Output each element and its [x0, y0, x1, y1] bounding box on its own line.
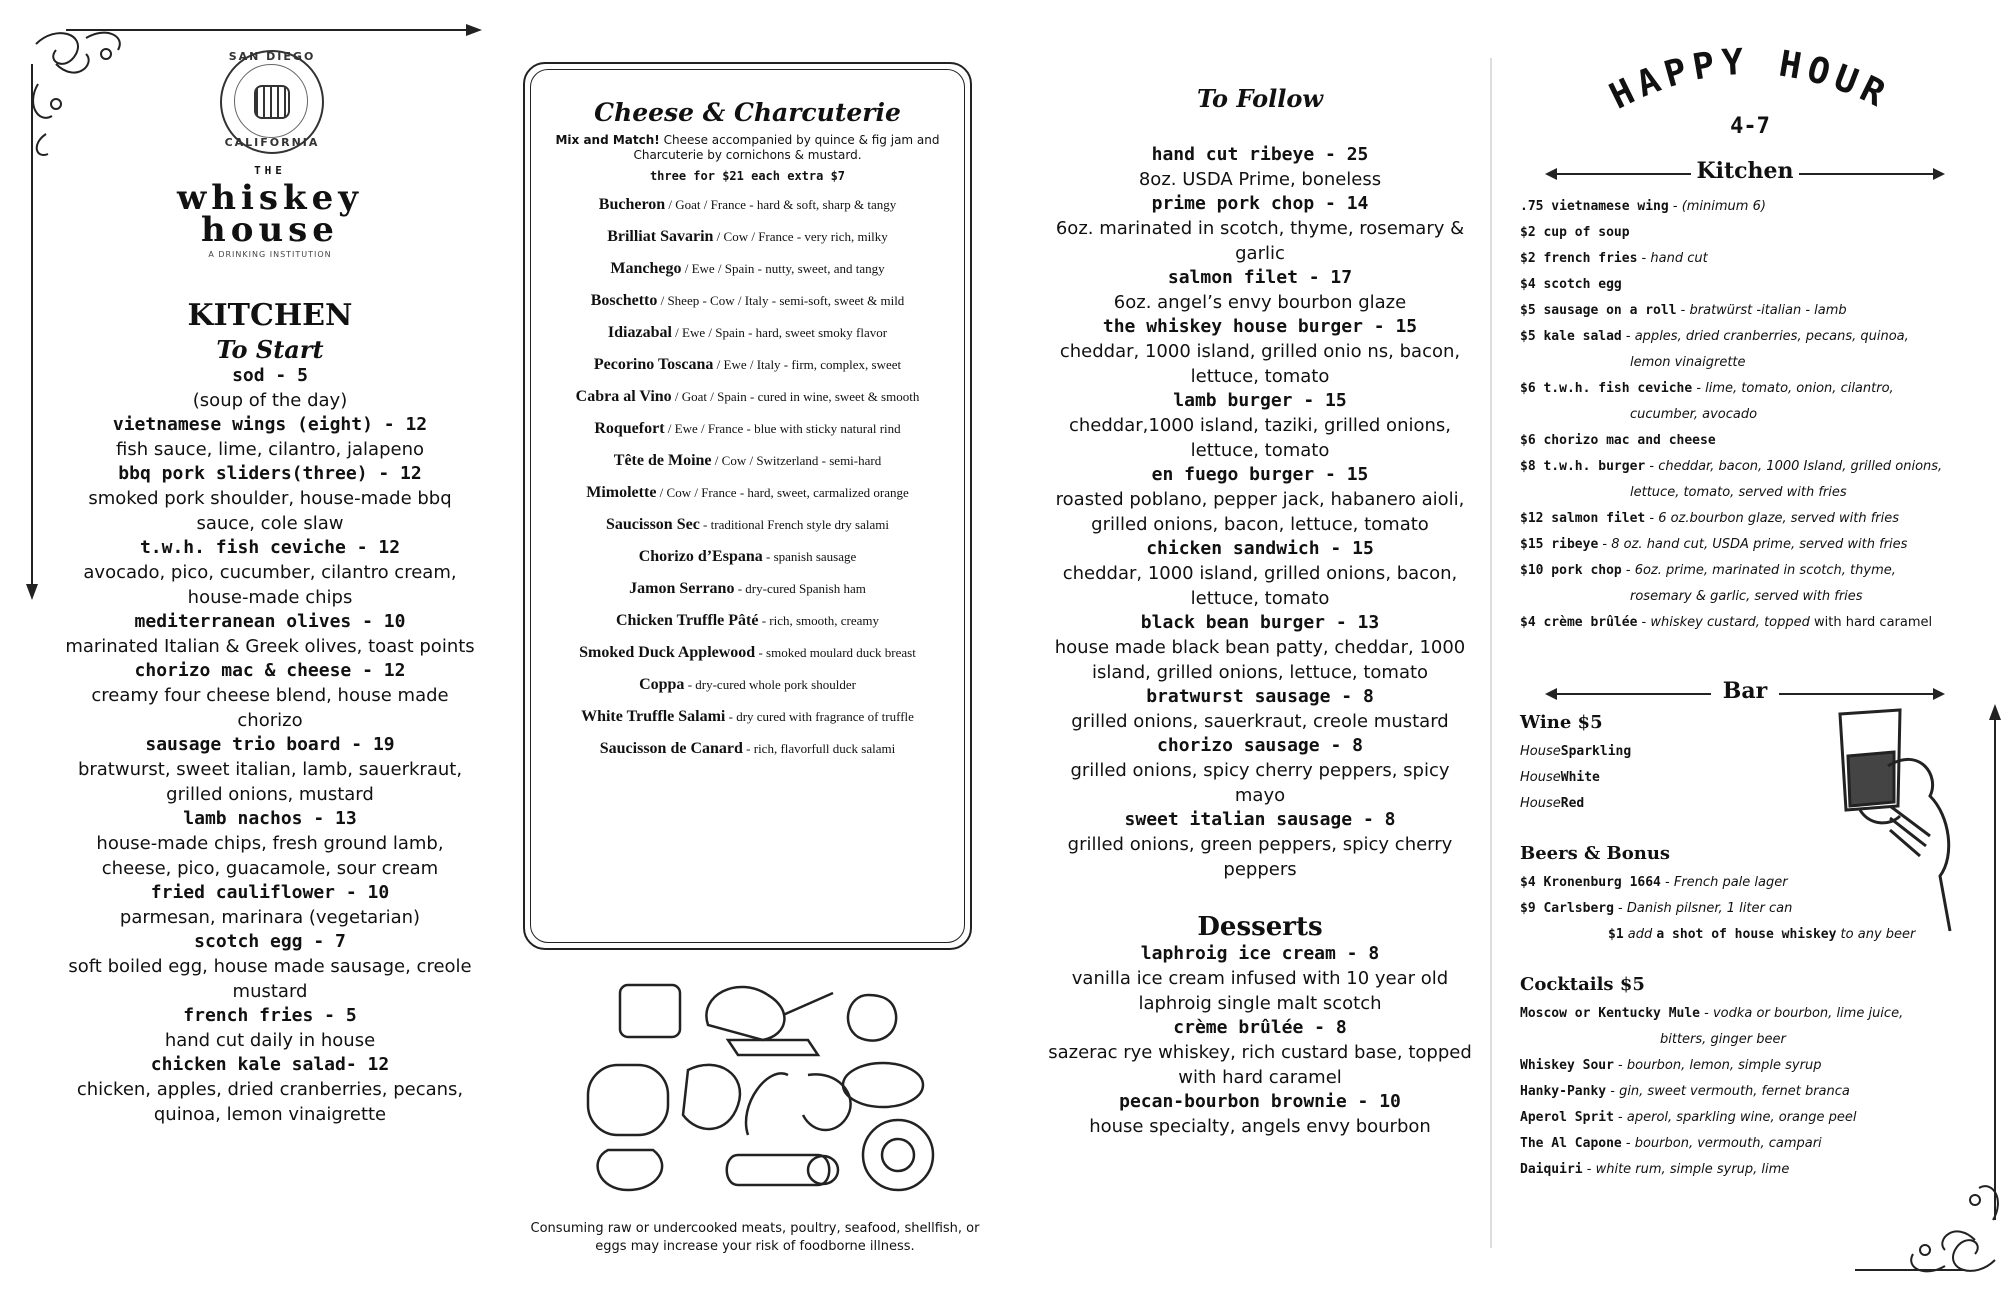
hh-item-cont-text: cucumber, avocado [1630, 407, 1758, 422]
dessert-item-name: laphroig ice cream - 8 [1140, 943, 1380, 964]
kitchen-list [60, 364, 480, 1127]
hh-item-name: $15 ribeye [1520, 537, 1599, 552]
wine-name: Red [1560, 796, 1585, 811]
cocktail-name: Moscow or Kentucky Mule [1520, 1006, 1701, 1021]
cheese-item-info: - rich, smooth, creamy [758, 613, 880, 628]
cocktail-desc: aperol, sparkling wine, orange peel [1626, 1110, 1857, 1125]
desserts-list [1045, 942, 1475, 1139]
cocktail-cont-text: bitters, ginger beer [1660, 1032, 1786, 1047]
cheese-item-info: / Goat / France - hard & soft, sharp & tangy [665, 197, 897, 212]
barrel-icon [254, 85, 290, 119]
wine-house: House [1520, 770, 1561, 785]
kitchen-item-name: mediterranean olives - 10 [134, 611, 406, 632]
cocktail-item [1520, 1157, 1990, 1183]
cheese-item-info: - spanish sausage [762, 549, 857, 564]
hh-item-name: $12 salmon filet [1520, 511, 1646, 526]
cheese-item-info: / Ewe / Italy - firm, complex, sweet [713, 357, 902, 372]
follow-item-name: black bean burger - 13 [1140, 612, 1380, 633]
kitchen-item-desc: house-made chips, fresh ground lamb, cheese, pico, guacamole, sour cream [96, 833, 444, 879]
follow-item-desc: 6oz. marinated in scotch, thyme, rosemary & garlic [1055, 218, 1465, 264]
kitchen-item-desc: marinated Italian & Greek olives, toast points [65, 636, 475, 657]
cocktail-item [1520, 1105, 1990, 1131]
cheese-item-info: / Sheep - Cow / Italy - semi-soft, sweet & mild [657, 293, 905, 308]
cocktail-desc: gin, sweet vermouth, fernet branca [1619, 1084, 1850, 1099]
cheese-item-name: Bucheron [598, 196, 666, 213]
follow-item-name: sweet italian sausage - 8 [1124, 809, 1396, 830]
cheese-item-name: Saucisson de Canard [599, 740, 743, 757]
cheese-item-name: Manchego [610, 260, 682, 277]
cocktail-sep: - [1621, 1136, 1635, 1151]
hh-kitchen-item [1520, 610, 1990, 636]
cocktail-list [1520, 1001, 1990, 1183]
follow-item-desc: cheddar,1000 island, taziki, grilled onions, lettuce, tomato [1069, 415, 1451, 461]
seal-bottom-text: CALIFORNIA [224, 136, 320, 149]
wine-heading: Wine $5 [1520, 712, 1603, 733]
cocktail-item [1520, 1079, 1990, 1105]
cocktail-cont [1520, 1027, 1990, 1053]
hh-item-desc: 6 oz.bourbon glaze, served with fries [1658, 511, 1900, 526]
happy-hour-title-text: HAPPY HOUR [1603, 44, 1897, 118]
hh-item-name: $6 chorizo mac and cheese [1520, 433, 1716, 448]
hh-bar-header [1545, 678, 1945, 708]
whiskey-house-logo [60, 40, 480, 280]
wine-item [1520, 739, 1990, 765]
hh-item-name: $2 french fries [1520, 251, 1638, 266]
kitchen-item-name: sod - 5 [232, 365, 308, 386]
hh-item-sep: - [1637, 251, 1651, 266]
follow-item-desc: cheddar, 1000 island, grilled onio ns, bacon, lettuce, tomato [1059, 341, 1461, 387]
cheese-item-info: / Ewe / France - blue with sticky natural rind [664, 421, 901, 436]
cheese-item [539, 515, 956, 535]
cheese-item-name: Tête de Moine [613, 452, 712, 469]
kitchen-item-name: scotch egg - 7 [194, 931, 346, 952]
happy-hour-hours: 4-7 [1730, 114, 1770, 139]
cheese-item-info: - dry-cured whole pork shoulder [684, 677, 856, 692]
hh-item-cont [1520, 584, 1990, 610]
beer-name: $4 Kronenburg 1664 [1520, 875, 1661, 890]
wine-house: House [1520, 744, 1561, 759]
cheese-item-info: - smoked moulard duck breast [755, 645, 916, 660]
hh-item-cont [1520, 402, 1990, 428]
follow-item-desc: 6oz. angel’s envy bourbon glaze [1113, 292, 1407, 313]
beer-item [1520, 896, 1990, 922]
hh-item-cont [1520, 480, 1990, 506]
kitchen-item-desc: bratwurst, sweet italian, lamb, sauerkraut, grilled onions, mustard [77, 759, 463, 805]
wine-list [1520, 739, 1990, 817]
kitchen-item-desc: soft boiled egg, house made sausage, creole mustard [68, 956, 472, 1002]
hh-item-name: $6 t.w.h. fish ceviche [1520, 381, 1693, 396]
hh-kitchen-item [1520, 298, 1990, 324]
hh-item-desc: whiskey custard, topped [1650, 615, 1810, 630]
kitchen-item-desc: hand cut daily in house [164, 1030, 376, 1051]
kitchen-column [60, 40, 480, 1127]
hh-item-desc: hand cut [1650, 251, 1708, 266]
hh-item-desc: apples, dried cranberries, pecans, quinoa, [1634, 329, 1909, 344]
hh-item-name: $10 pork chop [1520, 563, 1622, 578]
to-follow-column [1045, 84, 1475, 1139]
dessert-item-desc: house specialty, angels envy bourbon [1089, 1116, 1431, 1137]
cheese-item [539, 483, 956, 503]
cheese-item [539, 707, 956, 727]
hh-kitchen-label: Kitchen [1696, 158, 1794, 184]
hh-kitchen-item [1520, 532, 1990, 558]
hh-item-desc: 6oz. prime, marinated in scotch, thyme, [1634, 563, 1896, 578]
cheese-item-info: / Goat / Spain - cured in wine, sweet & smooth [671, 389, 920, 404]
hh-item-sep: - [1645, 459, 1659, 474]
follow-item-name: prime pork chop - 14 [1151, 193, 1369, 214]
cheese-item [539, 419, 956, 439]
hh-item-sep: - [1637, 615, 1651, 630]
beer-desc: French pale lager [1673, 875, 1788, 890]
dessert-item-desc: sazerac rye whiskey, rich custard base, topped with hard caramel [1048, 1042, 1472, 1088]
cocktail-sep: - [1606, 1084, 1620, 1099]
cheese-item [539, 451, 956, 471]
follow-item-name: lamb burger - 15 [1173, 390, 1347, 411]
dessert-item-desc: vanilla ice cream infused with 10 year old laphroig single malt scotch [1071, 968, 1449, 1014]
follow-item-name: hand cut ribeye - 25 [1151, 144, 1369, 165]
cheese-item [539, 227, 956, 247]
kitchen-item-desc: fish sauce, lime, cilantro, jalapeno [116, 439, 424, 460]
hh-item-desc: (minimum 6) [1681, 199, 1766, 214]
cheese-item-info: / Cow / France - very rich, milky [713, 229, 888, 244]
cheese-item-name: Coppa [639, 676, 685, 693]
dessert-item-name: pecan-bourbon brownie - 10 [1119, 1091, 1401, 1112]
bonus-bold: a shot of house whiskey [1656, 927, 1837, 942]
kitchen-item-name: sausage trio board - 19 [145, 734, 395, 755]
wine-item [1520, 765, 1990, 791]
bonus-rest: to any beer [1836, 927, 1916, 942]
hh-kitchen-item [1520, 272, 1990, 298]
kitchen-heading: KITCHEN [187, 298, 353, 333]
cocktail-sep: - [1700, 1006, 1713, 1021]
cocktail-item [1520, 1053, 1990, 1079]
cheese-intro-text: Cheese accompanied by quince & fig jam and Charcuterie by cornichons & mustard. [633, 133, 940, 162]
hh-item-name: $8 t.w.h. burger [1520, 459, 1646, 474]
cocktail-desc: bourbon, lemon, simple syrup [1626, 1058, 1822, 1073]
hh-item-desc: 8 oz. hand cut, USDA prime, served with fries [1611, 537, 1908, 552]
hh-item-sep: - [1676, 303, 1690, 318]
cocktails-heading: Cocktails $5 [1520, 974, 1645, 995]
cocktail-sep: - [1582, 1162, 1596, 1177]
cocktail-item [1520, 1131, 1990, 1157]
cocktail-name: Whiskey Sour [1520, 1058, 1614, 1073]
hh-item-sep: - [1692, 381, 1706, 396]
kitchen-item-desc: avocado, pico, cucumber, cilantro cream, house-made chips [83, 562, 457, 608]
to-follow-list [1045, 143, 1475, 882]
logo-word-1: whiskey [177, 178, 363, 218]
beer-desc: Danish pilsner, 1 liter can [1626, 901, 1793, 916]
cheese-item [539, 291, 956, 311]
cheese-item-name: Brilliat Savarin [607, 228, 714, 245]
bonus-add: add [1623, 927, 1657, 942]
cocktail-desc: bourbon, vermouth, campari [1634, 1136, 1822, 1151]
cheese-item [539, 579, 956, 599]
to-follow-heading: To Follow [1196, 84, 1324, 113]
follow-item-desc: cheddar, 1000 island, grilled onions, bacon, lettuce, tomato [1062, 563, 1458, 609]
follow-item-desc: roasted poblano, pepper jack, habanero aioli, grilled onions, bacon, lettuce, tomato [1055, 489, 1465, 535]
follow-item-name: the whiskey house burger - 15 [1102, 316, 1418, 337]
cheese-item-name: Jamon Serrano [629, 580, 735, 597]
follow-item-name: en fuego burger - 15 [1151, 464, 1369, 485]
hh-kitchen-item [1520, 220, 1990, 246]
beers-heading: Beers & Bonus [1520, 843, 1671, 864]
hh-item-sep: - [1621, 563, 1635, 578]
hh-item-desc: bratwürst -italian - lamb [1689, 303, 1847, 318]
cheese-item-info: - dry-cured Spanish ham [734, 581, 866, 596]
cheese-item [539, 739, 956, 759]
cheese-item-name: Chicken Truffle Pâté [615, 612, 759, 629]
hh-kitchen-item [1520, 428, 1990, 454]
cheese-item-info: - traditional French style dry salami [699, 517, 889, 532]
hh-item-sep: - [1668, 199, 1682, 214]
cocktail-name: Aperol Sprit [1520, 1110, 1614, 1125]
beer-sep: - [1613, 901, 1627, 916]
cheese-item [539, 323, 956, 343]
cheese-item [539, 387, 956, 407]
hh-bar-section [1520, 712, 1990, 1183]
cheese-item-info: / Ewe / Spain - hard, sweet smoky flavor [671, 325, 888, 340]
hh-item-name: $2 cup of soup [1520, 225, 1630, 240]
seal-icon [220, 50, 324, 154]
charcuterie-illustration-icon [578, 975, 984, 1200]
follow-item-desc: grilled onions, spicy cherry peppers, spicy mayo [1070, 760, 1450, 806]
hh-bar-label: Bar [1722, 678, 1768, 704]
cheese-item-name: Idiazabal [607, 324, 672, 341]
cheese-item-name: Roquefort [594, 420, 665, 437]
cheese-item-info: / Cow / France - hard, sweet, carmalized orange [656, 485, 909, 500]
kitchen-item-desc: (soup of the day) [192, 390, 348, 411]
wine-item [1520, 791, 1990, 817]
kitchen-item-name: vietnamese wings (eight) - 12 [112, 414, 428, 435]
kitchen-item-name: chorizo mac & cheese - 12 [134, 660, 406, 681]
logo-word-2: house [201, 210, 339, 250]
follow-item-desc: house made black bean patty, cheddar, 1000 island, grilled onions, lettuce, tomato [1054, 637, 1466, 683]
bonus-price: $1 [1608, 927, 1624, 942]
cheese-item-name: Pecorino Toscana [593, 356, 714, 373]
cocktail-sep: - [1613, 1058, 1627, 1073]
column-divider [1490, 58, 1492, 1248]
hh-item-cont-text: rosemary & garlic, served with fries [1630, 589, 1863, 604]
food-safety-disclaimer: Consuming raw or undercooked meats, poultry, seafood, shellfish, or eggs may increase your risk of foodborne illness. [530, 1221, 980, 1254]
cheese-item-name: Mimolette [586, 484, 657, 501]
cheese-item-info: - rich, flavorfull duck salami [742, 741, 896, 756]
kitchen-item-name: fried cauliflower - 10 [150, 882, 390, 903]
hh-item-sep: - [1598, 537, 1612, 552]
hh-kitchen-item [1520, 246, 1990, 272]
cocktail-name: Daiquiri [1520, 1162, 1583, 1177]
hh-kitchen-item [1520, 454, 1990, 480]
hh-item-sep: - [1645, 511, 1659, 526]
follow-item-desc: grilled onions, green peppers, spicy cherry peppers [1067, 834, 1453, 880]
cheese-item-info: / Cow / Switzerland - semi-hard [711, 453, 882, 468]
beer-bonus [1520, 922, 1990, 948]
desserts-heading: Desserts [1197, 912, 1323, 942]
cheese-item-name: Saucisson Sec [606, 516, 700, 533]
hh-kitchen-list [1520, 194, 1990, 636]
cheese-item-info: / Ewe / Spain - nutty, sweet, and tangy [681, 261, 885, 276]
cocktail-item [1520, 1001, 1990, 1027]
hh-kitchen-header [1545, 158, 1945, 188]
cheese-intro [539, 133, 956, 163]
cheese-item [539, 611, 956, 631]
hh-item-cont-text: lemon vinaigrette [1630, 355, 1746, 370]
cheese-item [539, 259, 956, 279]
wine-name: Sparkling [1560, 744, 1632, 759]
kitchen-item-name: chicken kale salad- 12 [150, 1054, 390, 1075]
hh-item-desc: lime, tomato, onion, cilantro, [1705, 381, 1894, 396]
cheese-intro-bold: Mix and Match! [555, 133, 660, 147]
hh-item-name: $4 scotch egg [1520, 277, 1622, 292]
hh-item-name: $5 kale salad [1520, 329, 1622, 344]
beer-sep: - [1660, 875, 1674, 890]
logo-the: THE [254, 164, 286, 177]
follow-item-name: salmon filet - 17 [1167, 267, 1353, 288]
wine-name: White [1560, 770, 1600, 785]
hh-kitchen-item [1520, 376, 1990, 402]
follow-item-desc: grilled onions, sauerkraut, creole mustard [1071, 711, 1449, 732]
cheese-title: Cheese & Charcuterie [594, 98, 901, 127]
kitchen-item-name: bbq pork sliders(three) - 12 [118, 463, 422, 484]
cheese-item-name: White Truffle Salami [581, 708, 726, 725]
cheese-list [539, 195, 956, 759]
cheese-item [539, 547, 956, 567]
cheese-item-name: Cabra al Vino [575, 388, 672, 405]
cheese-item-name: Smoked Duck Applewood [579, 644, 756, 661]
kitchen-item-name: lamb nachos - 13 [183, 808, 357, 829]
hh-kitchen-item [1520, 324, 1990, 350]
kitchen-item-desc: chicken, apples, dried cranberries, pecans, quinoa, lemon vinaigrette [76, 1079, 464, 1125]
cheese-item-info: - dry cured with fragrance of truffle [725, 709, 914, 724]
svg-text:HAPPY HOUR [1604, 44, 1897, 118]
happy-hour-title [1600, 44, 1900, 124]
hh-item-desc: cheddar, bacon, 1000 Island, grilled onions, [1658, 459, 1943, 474]
cheese-item [539, 355, 956, 375]
follow-item-name: bratwurst sausage - 8 [1146, 686, 1374, 707]
hh-kitchen-item [1520, 194, 1990, 220]
kitchen-item-desc: creamy four cheese blend, house made chorizo [91, 685, 449, 731]
beer-name: $9 Carlsberg [1520, 901, 1614, 916]
beer-item [1520, 870, 1990, 896]
hh-item-name: $5 sausage on a roll [1520, 303, 1677, 318]
hh-item-cont-text: lettuce, tomato, served with fries [1630, 485, 1847, 500]
cocktail-desc: white rum, simple syrup, lime [1595, 1162, 1790, 1177]
kitchen-item-desc: smoked pork shoulder, house-made bbq sauce, cole slaw [88, 488, 452, 534]
cocktail-name: The Al Capone [1520, 1136, 1622, 1151]
hh-item-name: .75 vietnamese wing [1520, 199, 1669, 214]
cheese-item-name: Chorizo d’Espana [638, 548, 763, 565]
cheese-item [539, 195, 956, 215]
kitchen-item-name: french fries - 5 [183, 1005, 357, 1026]
hh-kitchen-item [1520, 506, 1990, 532]
follow-item-name: chorizo sausage - 8 [1157, 735, 1363, 756]
cheese-price: three for $21 each extra $7 [649, 169, 846, 183]
follow-item-name: chicken sandwich - 15 [1146, 538, 1374, 559]
kitchen-item-name: t.w.h. fish ceviche - 12 [139, 537, 401, 558]
hh-item-cont [1520, 350, 1990, 376]
cheese-item [539, 643, 956, 663]
kitchen-item-desc: parmesan, marinara (vegetarian) [119, 907, 421, 928]
dessert-item-name: crème brûlée - 8 [1173, 1017, 1347, 1038]
hh-item-name: $4 crème brûlée [1520, 615, 1638, 630]
cheese-charcuterie-panel [523, 62, 972, 950]
cheese-item [539, 675, 956, 695]
follow-item-desc: 8oz. USDA Prime, boneless [1138, 169, 1382, 190]
cheese-item-name: Boschetto [590, 292, 658, 309]
hh-item-sep: - [1621, 329, 1635, 344]
hh-item-tail: with hard caramel [1809, 615, 1933, 630]
logo-tagline: A DRINKING INSTITUTION [208, 250, 332, 259]
cocktail-sep: - [1613, 1110, 1627, 1125]
seal-top-text: SAN DIEGO [228, 50, 316, 63]
wine-house: House [1520, 796, 1561, 811]
cocktail-name: Hanky-Panky [1520, 1084, 1607, 1099]
hh-kitchen-item [1520, 558, 1990, 584]
to-start-heading: To Start [216, 335, 324, 364]
cocktail-desc: vodka or bourbon, lime juice, [1712, 1006, 1904, 1021]
beer-list [1520, 870, 1990, 922]
